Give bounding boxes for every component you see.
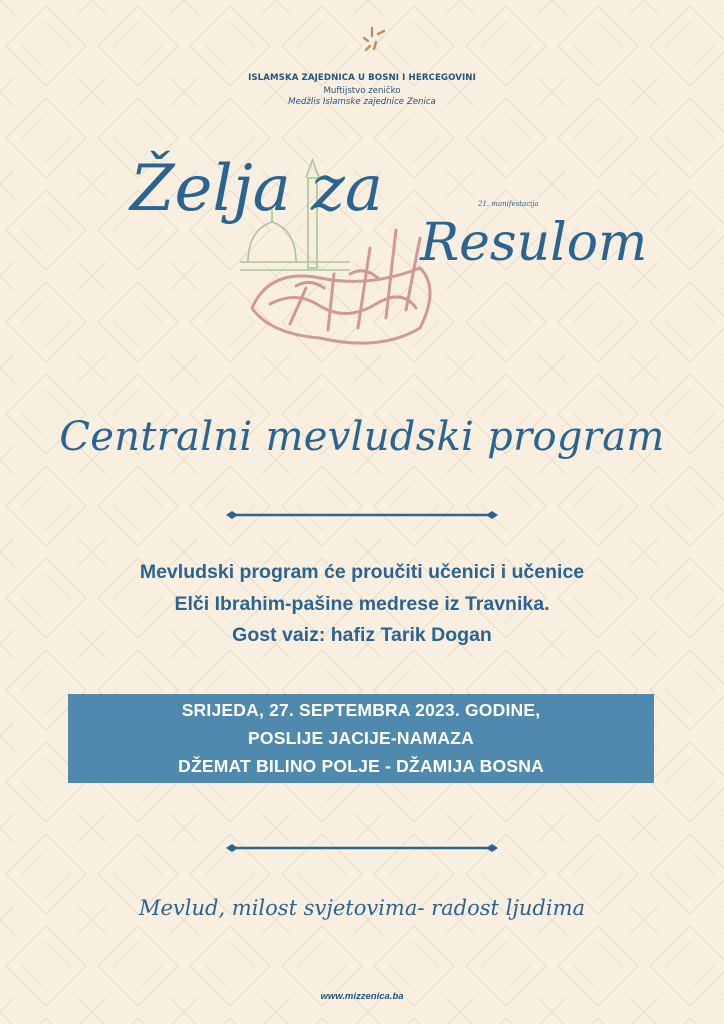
program-heading: Centralni mevludski program (59, 414, 665, 460)
motto: Mevlud, milost svjetovima- radost ljudima (138, 896, 586, 920)
event-details-box (68, 694, 654, 783)
muftiate-name: Muftijstvo zeničko (323, 86, 401, 96)
title-part1: Želja za (130, 152, 384, 226)
description-line-1: Mevludski program će proučiti učenici i učenice (139, 561, 585, 583)
event-location: DŽEMAT BILINO POLJE - DŽAMIJA BOSNA (178, 756, 544, 776)
title-part2: Resulom (420, 213, 648, 273)
divider (226, 509, 498, 521)
event-time: POSLIJE JACIJE-NAMAZA (248, 728, 474, 748)
arabic-calligraphy-icon (252, 230, 430, 343)
event-title-art (120, 138, 648, 360)
crescent-star-icon (334, 14, 390, 70)
guest-speaker: Gost vaiz: hafiz Tarik Dogan (232, 624, 492, 646)
website-link[interactable]: www.mizzenica.ba (320, 991, 404, 1002)
divider (226, 842, 498, 854)
organization-name: ISLAMSKA ZAJEDNICA U BOSNI I HERCEGOVINI (248, 73, 476, 83)
description-line-2: Elči Ibrahim-pašine medrese iz Travnika. (174, 593, 550, 615)
edition-label: 21. manifestacija (478, 200, 539, 208)
council-name: Medžlis Islamske zajednice Zenica (288, 97, 436, 107)
event-date: SRIJEDA, 27. SEPTEMBRA 2023. GODINE, (181, 700, 541, 720)
